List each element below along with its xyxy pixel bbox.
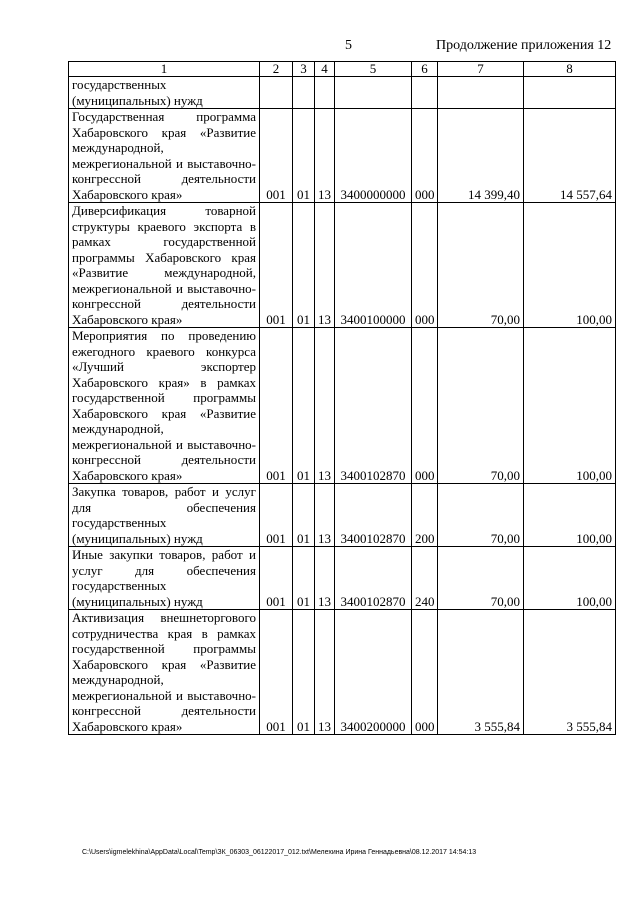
budget-table	[68, 61, 616, 735]
expense-type-code: 000	[412, 610, 438, 735]
table-row	[69, 203, 616, 328]
table-row	[69, 109, 616, 203]
item-name: Закупка товаров, работ и услуг для обеспечения государственных (муниципальных) нужд	[69, 484, 260, 547]
target-item-code	[335, 77, 412, 109]
table-row	[69, 484, 616, 547]
amount-year-2: 3 555,84	[524, 610, 616, 735]
target-item-code: 3400102870	[335, 484, 412, 547]
ministry-code	[260, 77, 293, 109]
file-path-footer: C:\Users\igmelekhina\AppData\Local\Temp\ЗК_06303_06122017_012.txt\Мелехина Ирина Геннадьевна\08.12.2017 14:54:13	[82, 849, 477, 856]
subsection-code: 13	[315, 547, 335, 610]
table-row	[69, 328, 616, 484]
column-header: 3	[293, 62, 315, 77]
amount-year-1	[438, 77, 524, 109]
amount-year-1: 14 399,40	[438, 109, 524, 203]
table-row	[69, 610, 616, 735]
expense-type-code: 200	[412, 484, 438, 547]
section-code	[293, 77, 315, 109]
target-item-code: 3400102870	[335, 328, 412, 484]
amount-year-1: 70,00	[438, 547, 524, 610]
ministry-code: 001	[260, 547, 293, 610]
amount-year-2: 100,00	[524, 328, 616, 484]
table-row	[69, 547, 616, 610]
expense-type-code: 000	[412, 109, 438, 203]
amount-year-2: 100,00	[524, 484, 616, 547]
subsection-code: 13	[315, 610, 335, 735]
subsection-code	[315, 77, 335, 109]
subsection-code: 13	[315, 328, 335, 484]
column-header: 7	[438, 62, 524, 77]
appendix-continuation-label: Продолжение приложения 12	[436, 38, 612, 53]
section-code: 01	[293, 328, 315, 484]
target-item-code: 3400100000	[335, 203, 412, 328]
item-name: Государственная программа Хабаровского края «Развитие международной, межрегиональной и выставочно-конгрессной деятельности Хабаровского края»	[69, 109, 260, 203]
expense-type-code	[412, 77, 438, 109]
ministry-code: 001	[260, 610, 293, 735]
target-item-code: 3400000000	[335, 109, 412, 203]
item-name: Мероприятия по проведению ежегодного краевого конкурса «Лучший экспортер Хабаровского края» в рамках государственной программы Хабаровского края «Развитие международной, межрегиональной и выставочно-конгрессной деятельности Хабаровского края»	[69, 328, 260, 484]
column-header: 2	[260, 62, 293, 77]
column-header: 5	[335, 62, 412, 77]
section-code: 01	[293, 484, 315, 547]
target-item-code: 3400102870	[335, 547, 412, 610]
column-header: 1	[69, 62, 260, 77]
section-code: 01	[293, 547, 315, 610]
item-name: Диверсификация товарной структуры краевого экспорта в рамках государственной программы Хабаровского края «Развитие международной, межрегиональной и выставочно-конгрессной деятельности Хабаровского края»	[69, 203, 260, 328]
amount-year-1: 3 555,84	[438, 610, 524, 735]
item-name: Иные закупки товаров, работ и услуг для обеспечения государственных (муниципальных) нужд	[69, 547, 260, 610]
ministry-code: 001	[260, 328, 293, 484]
column-header: 6	[412, 62, 438, 77]
amount-year-2: 100,00	[524, 203, 616, 328]
expense-type-code: 000	[412, 203, 438, 328]
ministry-code: 001	[260, 109, 293, 203]
expense-type-code: 240	[412, 547, 438, 610]
section-code: 01	[293, 109, 315, 203]
amount-year-2	[524, 77, 616, 109]
amount-year-1: 70,00	[438, 484, 524, 547]
subsection-code: 13	[315, 203, 335, 328]
column-header: 4	[315, 62, 335, 77]
subsection-code: 13	[315, 109, 335, 203]
expense-type-code: 000	[412, 328, 438, 484]
subsection-code: 13	[315, 484, 335, 547]
amount-year-2: 14 557,64	[524, 109, 616, 203]
page-number: 5	[345, 38, 352, 53]
item-name: государственных (муниципальных) нужд	[69, 77, 260, 109]
table-row	[69, 77, 616, 109]
ministry-code: 001	[260, 484, 293, 547]
target-item-code: 3400200000	[335, 610, 412, 735]
table-header-row	[69, 62, 616, 77]
section-code: 01	[293, 610, 315, 735]
amount-year-1: 70,00	[438, 203, 524, 328]
item-name: Активизация внешнеторгового сотрудничества края в рамках государственной программы Хабаровского края «Развитие международной, межрегиональной и выставочно-конгрессной деятельности Хабаровского края»	[69, 610, 260, 735]
section-code: 01	[293, 203, 315, 328]
amount-year-2: 100,00	[524, 547, 616, 610]
amount-year-1: 70,00	[438, 328, 524, 484]
column-header: 8	[524, 62, 616, 77]
ministry-code: 001	[260, 203, 293, 328]
